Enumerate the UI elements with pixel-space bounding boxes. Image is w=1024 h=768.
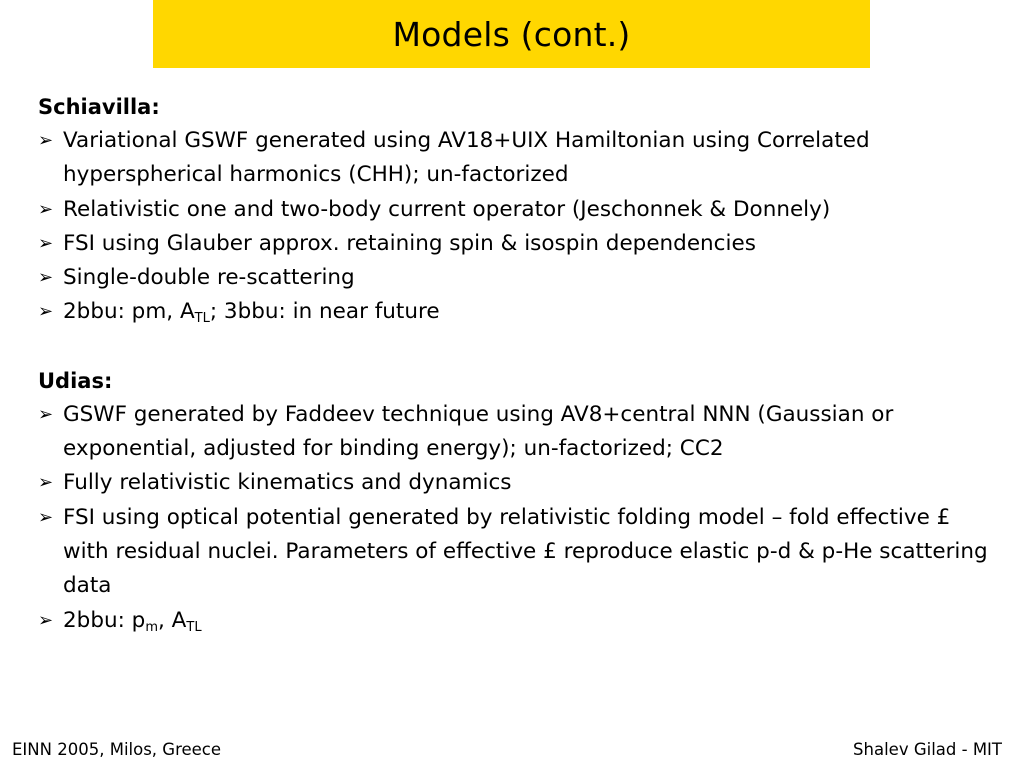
bullet-text: Single-double re-scattering (63, 265, 355, 291)
bullet-item (38, 295, 998, 329)
slide-title: Models (cont.) (392, 14, 631, 54)
bullet-item (38, 261, 998, 295)
bullet-item (38, 193, 998, 227)
section-heading-udias: Udias: (38, 368, 113, 393)
arrow-bullet-icon: ➢ (38, 609, 54, 631)
arrow-bullet-icon: ➢ (38, 301, 54, 323)
bullet-item (38, 227, 998, 261)
arrow-bullet-icon: ➢ (38, 472, 54, 494)
arrow-bullet-icon: ➢ (38, 267, 54, 289)
section-heading-schiavilla: Schiavilla: (38, 95, 160, 119)
section-spacer (38, 330, 998, 364)
arrow-bullet-icon: ➢ (38, 506, 54, 528)
bullet-text: GSWF generated by Faddeev technique using AV8+central NNN (Gaussian or exponential, adjusted for binding energy); un-factorized; CC2 (63, 401, 894, 462)
bullet-item (38, 124, 998, 193)
arrow-bullet-icon: ➢ (38, 232, 54, 254)
bullet-text: 2bbu: $p_m$, $A_{TL}$ (63, 607, 202, 635)
slide-body (38, 90, 998, 638)
bullet-text: FSI using Glauber approx. retaining spin & isospin dependencies (63, 230, 756, 256)
bullet-item (38, 604, 998, 638)
bullet-text: Relativistic one and two-body current operator (Jeschonnek & Donnely) (63, 196, 831, 222)
bullet-text: Variational GSWF generated using AV18+UIX Hamiltonian using Correlated hyperspherical harmonics (CHH); un-factorized (63, 128, 870, 188)
subscript: TL (186, 619, 202, 635)
footer-event: EINN 2005, Milos, Greece (12, 740, 222, 759)
bullet-text: 2bbu: pm, $A_{TL}$; 3bbu: in near future (63, 299, 440, 327)
footer-author: Shalev Gilad - MIT (853, 740, 1002, 759)
arrow-bullet-icon: ➢ (38, 403, 54, 425)
subscript: m (145, 619, 158, 635)
arrow-bullet-icon: ➢ (38, 198, 54, 220)
bullet-text: FSI using optical potential generated by relativistic folding model – fold effective £ with residual nuclei. Parameters of effective £ reproduce elastic p-d & p-He scattering data (63, 504, 988, 599)
bullet-item (38, 501, 998, 604)
arrow-bullet-icon: ➢ (38, 130, 54, 151)
bullet-item (38, 398, 998, 467)
subscript: TL (194, 311, 210, 327)
bullet-item (38, 466, 998, 500)
title-banner (153, 0, 870, 68)
bullet-text: Fully relativistic kinematics and dynamics (63, 470, 512, 496)
